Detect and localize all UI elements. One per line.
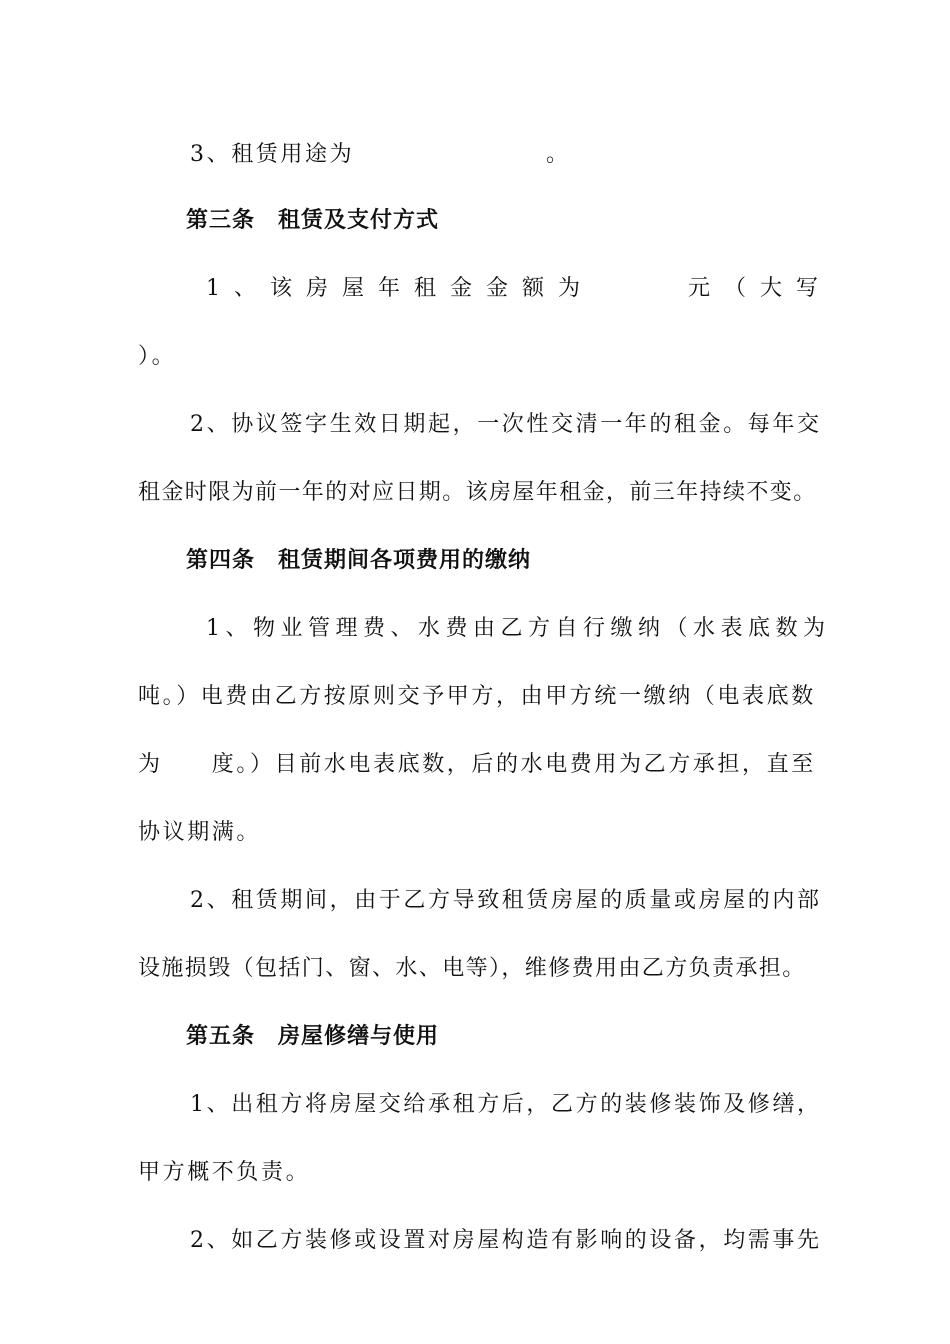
text: 1、出租方将房屋交给承租方后，乙方的装修装饰及修缮， [190,1092,822,1117]
text: 2、如乙方装修或设置对房屋构造有影响的设备，均需事先 [190,1228,822,1253]
clause-usage-line [190,140,890,170]
text: 租金时限为前一年的对应日期。该房屋年租金，前三年持续不变。 [138,480,817,505]
fees-line-4 [138,818,838,848]
text: 2、租赁期间，由于乙方导致租赁房屋的质量或房屋的内部 [190,888,822,913]
fees-line-1 [206,614,906,644]
fees-line-3 [138,750,838,780]
article-3-heading [186,206,886,236]
rent-closing-line [138,342,838,372]
damage-line-2 [138,954,838,984]
text: 3、租赁用途为 。 [190,142,571,167]
text: 1、物业管理费、水费由乙方自行缴纳（水表底数为 [206,616,831,641]
text: 为 度。）目前水电表底数，后的水电费用为乙方承担，直至 [138,752,816,777]
repair-line-1 [190,1090,890,1120]
fees-line-2 [138,682,838,712]
heading-text: 第五条 房屋修缮与使用 [186,1024,440,1049]
rent-uppercase-label: 元（大写 [687,276,832,301]
text: ）。 [138,344,177,369]
article-5-heading [186,1022,886,1052]
damage-line-1 [190,886,890,916]
article-4-heading [186,546,886,576]
heading-text: 第三条 租赁及支付方式 [186,208,440,233]
rent-amount-label: 1、该房屋年租金金额为 [206,276,594,301]
repair-line-2 [138,1158,838,1188]
payment-line-2 [138,478,838,508]
text: 甲方概不负责。 [138,1160,311,1185]
heading-text: 第四条 租赁期间各项费用的缴纳 [186,548,532,573]
text: 吨。）电费由乙方按原则交予甲方，由甲方统一缴纳（电表底数 [138,684,816,709]
payment-line-1 [190,410,890,440]
rent-amount-line [206,274,832,304]
repair-line-3 [190,1226,890,1256]
text: 设施损毁（包括门、窗、水、电等），维修费用由乙方负责承担。 [138,956,806,981]
text: 2、协议签字生效日期起，一次性交清一年的租金。每年交 [190,412,822,437]
text: 协议期满。 [138,820,262,845]
